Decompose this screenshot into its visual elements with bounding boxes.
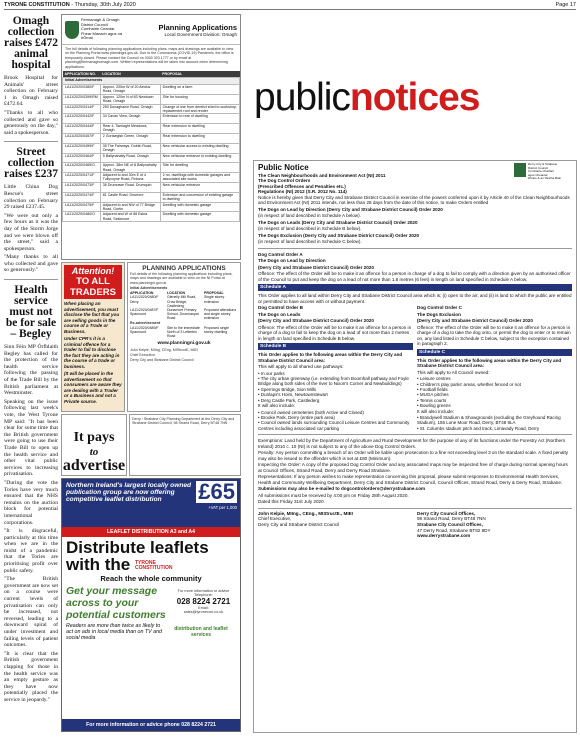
contact-text: Derry / Strabane City Planning Department at the Derry City and Strabane District Council, 98 Strand Road, Derry BT48 7NN	[132, 417, 235, 426]
table-row	[63, 212, 240, 222]
app-proposal: New vehicular access to existing dwelling	[160, 143, 239, 153]
order-scope: (in respect of land described in Schedule A below).	[258, 213, 361, 219]
section-row	[63, 78, 240, 85]
council-website-link[interactable]: www.derrystrabane.com	[417, 533, 471, 539]
table-row	[63, 114, 240, 124]
box-title: PLANNING APPLICATIONS	[142, 265, 226, 272]
leaflet-footer: For more information or advice phone 028 8224 2721	[62, 719, 240, 731]
story-headline: Omagh collection raises £472 animal hospital	[4, 15, 58, 71]
order-name: The Dogs on Leads (Derry City and Strabane District Council) Order 2020	[258, 219, 418, 225]
app-proposal: Change of use from derelict shed to workshop, replacement roof and render	[160, 104, 239, 114]
reach-line: Reach the whole community	[100, 574, 202, 583]
distribute-line: with the	[66, 555, 131, 574]
order-heading: (Derry City and Strabane District Council) Order 2020	[258, 264, 374, 270]
planning-table	[62, 71, 240, 222]
ad-line: publication group are now offering	[66, 489, 175, 496]
app-location: 34 Cavan View, Omagh	[100, 114, 160, 124]
box-intro: Full details of the following planning applications including plans, maps and drawings are available to view on the NI Portal at www.planningni.gov.uk	[130, 272, 233, 285]
app-proposal: Rear extension to dwelling	[160, 124, 239, 134]
notice-act: (Prescribed Offences and Penalties etc.)	[258, 183, 346, 189]
list-item: • Brooke Park, Derry (entire park area)	[258, 414, 335, 420]
order-heading: Dog Control Order C	[417, 305, 462, 311]
signature: John Kelpie, MIIng, CEng, MIStructE, MIEI	[130, 347, 198, 352]
order-heading: Dog Control Order B	[258, 305, 303, 311]
app-proposal: Dwelling with domestic garage	[160, 212, 239, 222]
app-number: LA11/2020/0464/F	[63, 153, 101, 163]
app-proposal: New vehicular entrance to existing dwelling	[160, 153, 239, 163]
schedule-text: This Order applies to the following areas within the Derry City and Strabane District Council area:	[417, 357, 562, 369]
column-header: APPLICATION NO.	[63, 71, 101, 78]
app-proposal: Dwelling on a farm	[160, 85, 239, 95]
order-name: The Dogs Exclusion (Derry City and Strabane District Council) Order 2020	[258, 232, 420, 238]
notice-paragraph: Exemptions: Land held by the Department of Agriculture and Rural Development for the purpose of any of its functions under the Forestry Act (Northern Ireland) 2010 c. 10 (NI) is not subject to any of the above Dog Control Orders.	[258, 438, 566, 449]
contact-label: For more information or advice	[177, 589, 230, 593]
schedule-list	[417, 376, 572, 408]
app-proposal: Dwelling with domestic garage	[160, 202, 239, 212]
app-location: 2 Gortaegish Green, Omagh	[100, 134, 160, 144]
list-item: • Bowling greens	[417, 403, 451, 409]
order-heading: The Dogs Exclusion	[417, 311, 461, 317]
app-row	[130, 295, 238, 308]
schedule-bar: Schedule B	[258, 343, 413, 350]
list-item: • Sperrings Bridge, Sion Mills	[258, 386, 317, 392]
app-location: 81 Castle Road, Dromore	[100, 192, 160, 202]
address: 47 Derry Road, Strabane BT82 8DY	[417, 527, 491, 533]
column-header: LOCATION	[100, 71, 160, 78]
ad-text: It pays	[73, 430, 115, 445]
app-location: Glenelly Mill Road, Crow Bridge, Castlederg	[167, 295, 197, 308]
table-row	[63, 202, 240, 212]
news-column	[4, 14, 58, 733]
distribution-logo: distribution and leaflet services	[174, 626, 228, 639]
ad-line: Northern Ireland's largest locally owned	[66, 482, 192, 489]
divider	[4, 141, 58, 142]
address: Derry City Council Offices,	[417, 510, 476, 516]
list-item: • St. Columbs stadium pitch and track, Limavady Road, Derry	[417, 425, 540, 431]
schedule-text: This will apply to All Council owned:	[417, 369, 490, 375]
logo-text: Derry City & Strabane	[528, 162, 558, 166]
app-location: Rear 4, Tamlaght Meadows, Omagh	[100, 124, 160, 134]
attention-paragraph: Under CPR's it is a criminal offence for a trader to fail to disclose the fact they are acting in the course of a trade or business.	[64, 336, 120, 369]
signature: Chief Executive,	[258, 516, 292, 522]
address: 98 Strand Road, Derry BT48 7NN	[417, 516, 486, 522]
list-item: • Tennis courts	[417, 397, 447, 403]
attention-paragraph: (It will be placed in the advertisement so that consumers are aware they are dealing with a Trader or a Business and not a Private source.	[64, 371, 122, 404]
logo-text: Dhoire & an tSratha Báin	[528, 176, 562, 181]
column-header: LOCATION	[167, 291, 186, 296]
app-location: Dunamore Primary School, Drumnaspar Road	[167, 308, 199, 321]
app-location: Adjacent to and 30m E of 4 Tullyvoyne Road, Fintona	[100, 173, 160, 183]
signature: Derry City and Strabane District Council	[258, 521, 340, 527]
schedule-text: It will also include:	[258, 403, 296, 409]
story-headline: Street collection raises £237	[4, 146, 58, 181]
order-text: Offence: The effect of the Order will be to make it an offence for a person in charge of a dog to fail to comply with a direction given by an authorised officer of the Council to put and keep the dog on a lead of not more than 1.8 metres (6 feet) in length on land specified in Schedule A below.	[258, 271, 571, 282]
app-proposal: Proposed single storey dwelling	[204, 325, 230, 335]
logo-text: District Council	[528, 165, 549, 170]
contact-block	[171, 585, 236, 621]
box-subheading: Re-advertisement	[130, 320, 161, 325]
schedule-text: This will apply to all shared use pathways:	[258, 364, 344, 370]
attention-heading: Attention!	[71, 266, 115, 276]
planning-title: Planning Applications	[158, 22, 237, 32]
section-title-part: public	[254, 76, 350, 119]
table-row	[63, 183, 240, 193]
app-number: LA11/2020/0457/F	[63, 134, 101, 144]
planning-website-link[interactable]: www.planningni.gov.uk	[157, 340, 211, 346]
app-number: LA11/2020/0487/F Spamount	[130, 308, 159, 317]
app-location: Approx. 38m NE of 8 Ballynahatty Road, Omagh	[100, 163, 160, 173]
table-row	[63, 173, 240, 183]
schedule-list	[417, 415, 572, 431]
app-location: Site to the immediate North of 3 Letterbin Road	[167, 325, 200, 339]
app-proposal: Extension and conversion of existing garage to dwelling	[160, 192, 239, 202]
schedule-list	[258, 371, 413, 403]
leaflet-bar: LEAFLET DISTRIBUTION A3 and A4	[62, 527, 240, 537]
column-header: PROPOSAL	[160, 71, 239, 78]
distribute-heading	[62, 537, 240, 573]
column-header: PROPOSAL	[204, 291, 224, 296]
table-row	[63, 124, 240, 134]
list-item: • Football fields	[417, 386, 448, 392]
app-location: 36 Drumrawn Road, Drumquin	[100, 183, 160, 193]
story-paragraph: "It is clear that the British government clapping for those in the health service was an empty gesture as they have now potentially placed the service in jeopardy."	[4, 650, 58, 703]
council-logo	[65, 18, 135, 41]
notice-paragraph: Penalty: Any person committing a breach of an Order will be liable upon prosecution to a fine not exceeding level 3 on the standard scale. A fixed penalty may also be issued to the offender which is set at £80 (Minimum).	[258, 450, 569, 461]
it-pays-ad	[61, 414, 127, 476]
notice-email[interactable]: Submissions may also be e-mailed to dogcontrolorders@derrystrabane.com	[258, 486, 426, 492]
list-item: • Dunlaps's Hoim, Newtownstewart	[258, 392, 328, 398]
app-number: LA11/2020/0473/F	[63, 183, 101, 193]
contact-label: Email:	[198, 606, 209, 610]
divider	[4, 279, 58, 280]
app-proposal: Single storey extension	[204, 295, 225, 304]
table-row	[63, 143, 240, 153]
app-number: LA11/2020/0442/F	[63, 114, 101, 124]
council-name: Fermanagh & Omagh	[80, 17, 120, 23]
story-paragraph: "It is disgraceful, particularly at this time when we are in the midst of a pandemic that the Tories are prioritising profit over public safety.	[4, 528, 58, 574]
app-location: 35 The Fairways, Dublin Road, Omagh	[100, 143, 160, 153]
story-headline: Health service must not be for sale – Begley	[5, 284, 57, 341]
list-item: • Council owned lands surrounding Council Leisure Centres and Community Centres including associated car parking	[258, 420, 410, 431]
section-title-part: notices	[349, 76, 480, 119]
signature: Chief Executive	[130, 352, 155, 357]
app-row	[130, 326, 238, 339]
app-number: LA11/2020/0444/F	[63, 124, 101, 134]
story-street	[4, 147, 58, 274]
app-number: LA11/2020/0475/F	[63, 202, 101, 212]
schedule-text: This Order applies to all land within Derry City and Strabane District Council area which is; (i) open to the air; and (ii) is land to which the public are entitled or permitted to have access with or without payment.	[258, 293, 572, 304]
notice-act: The Dog Control Orders	[258, 178, 311, 184]
section-title	[254, 78, 479, 118]
section-label: Initial Advertisements	[63, 78, 240, 85]
box-subheading: Initial Advertisements	[130, 285, 168, 290]
issue-date: Thursday, 30th July 2020	[74, 1, 136, 8]
planning-applications-box	[61, 14, 241, 260]
story-paragraph: "During the vote the Tories have very much ensured that the NHS remains on the auction block for potential international corporations.	[4, 479, 58, 526]
app-proposal: 2 no. dwellings with domestic garages and associated site works	[160, 173, 239, 183]
app-proposal: Proposed alterations and single storey extension	[204, 308, 237, 321]
table-row	[63, 153, 240, 163]
council-name: Fhear Manach agus na hÓmaí	[80, 30, 123, 41]
order-heading: The Dogs on Lead by Direction	[258, 258, 326, 264]
story-health	[4, 285, 58, 703]
phone-number[interactable]: 028 8224 2721	[176, 597, 231, 606]
app-number: LA11/2020/0480/F Derry	[130, 295, 159, 304]
paper-name: TYRONE CONSTITUTION	[4, 1, 70, 8]
story-paragraph: "We were out only a few hours as it was the day of the Storm Jorge and we were blown off the street," said a spokesperson.	[4, 212, 58, 252]
app-number: LA11/2020/0471/F	[63, 173, 101, 183]
attention-paragraph: When placing an advertisement, you must disclose the fact that you are selling goods in the course of a Trade or Business.	[64, 301, 120, 334]
schedule-text: This Order applies to the following areas within the Derry City and Strabane District Council area:	[258, 352, 403, 363]
schedule-bar: Schedule C	[417, 349, 572, 356]
app-number: LA11/2020/0380/F	[63, 85, 101, 95]
app-location: Approx. 120m N of 83 Newtown Road, Omagh	[100, 94, 160, 104]
app-number: LA11/2020/0465/O	[63, 163, 101, 173]
order-heading: (Derry City and Strabane District Council) Order 2020	[417, 318, 533, 324]
planning-intro: The full details of following planning applications including plans, maps and drawings are available to view on the Planning Portal www.planningni.gov.uk. Due to the Coronavirus (COVID-19) Pandemic, the office is temporarily closed. Please contact the Council on 0300 303 1777 or by email at planning@fermanaghomagh.com. Written representations will be taken into account when determining applications.	[65, 47, 234, 69]
traders-notice	[61, 262, 125, 412]
app-row	[130, 308, 238, 321]
ad-text: to	[89, 446, 99, 458]
ad-text: advertise	[62, 457, 126, 474]
app-number: LA11/2020/0480/O	[63, 212, 101, 222]
table-row	[63, 85, 240, 95]
list-item: • MUGA pitches	[417, 392, 449, 398]
story-paragraph: "The British government are now set on a course were current levels of privatisation can only be increased, not reversed, leading to a downward spiral of under investment and failing levels of patient outcomes.	[4, 576, 58, 649]
schedule-bar: Schedule A	[258, 284, 572, 291]
attention-subheading: TO ALL TRADERS	[70, 276, 116, 298]
notice-act: Regulations (NI) 2012 (S.R. 2012 No. 114)	[258, 189, 347, 195]
table-row	[63, 134, 240, 144]
app-number: LA11/2020/0414/F	[63, 104, 101, 114]
table-row	[63, 104, 240, 114]
council-crest-icon	[514, 163, 526, 177]
public-notice	[253, 160, 577, 733]
story-paragraph: Brook Hospital for Animals' street collection on February 1 in Omagh raised £472.64.	[4, 75, 58, 108]
signature: John Kelpie, MIIng., CEng., MIStructE., MIEI	[258, 510, 353, 516]
schedule-text: It will also include:	[417, 408, 455, 414]
notice-act: The Clean Neighbourhoods and Environment Act (NI) 2011	[258, 173, 386, 178]
order-heading: (Derry City and Strabane District Council) Order 2020	[258, 318, 374, 324]
app-number: LA11/2020/0399/RM	[63, 94, 101, 104]
story-paragraph: Little China Dog Rescue's street collection on February 29 raised £237.45.	[4, 184, 58, 211]
list-item: • Brandywell Stadium & Showgrounds (excluding the Greyhound Racing Stadium), 155 Lone Moor Road, Derry, BT48 9LA	[417, 415, 561, 426]
notice-paragraph: Dated this Friday 31st July 2020	[258, 499, 324, 505]
app-location: 250 Donaghanie Road, Omagh	[100, 104, 160, 114]
contact-label: Telephone:	[194, 593, 213, 597]
story-paragraph: Speaking on the issue following last week's vote, the West Tyrone MP said: "It has been clear for some time that the British government were going to use their Trade Bill to open up the health service and other vital public services to increasing privatisation.	[4, 398, 58, 478]
tyrone-constitution-logo	[135, 561, 173, 571]
table-row	[63, 94, 240, 104]
story-omagh	[4, 16, 58, 136]
table-row	[63, 192, 240, 202]
council-name: Comhairle Ceantar	[80, 26, 115, 32]
schedule-list	[258, 410, 413, 432]
list-item: • Leisure centres	[417, 376, 451, 382]
app-number: LA11/2020/0459/F	[63, 143, 101, 153]
list-item: • Council owned cemeteries (both Active and Closed)	[258, 409, 364, 415]
app-location: Approx. 200m W of 20 Aeolus Road, Omagh	[100, 85, 160, 95]
leaflet-distribution-ad	[61, 478, 241, 732]
notice-title: Public Notice	[258, 163, 309, 172]
story-paragraph: "Many thanks to all who collected and gave so generously."	[4, 254, 58, 274]
notice-paragraph: All submissions must be received by 4:00 pm on Friday 28th August 2020.	[258, 492, 409, 498]
app-proposal: Rear extension to dwelling	[160, 134, 239, 144]
signature: Derry City and Strabane District Council	[130, 358, 194, 363]
council-name: District Council	[80, 21, 108, 27]
notice-paragraph: Representations: If any person wishes to make representation concerning this proposal, please submit responses to Environmental Health Services, Health and Community Wellbeing Department, Derry City and Strabane District Council, Council Offices, Strand Road, Derry & Derry Road, Strabane.	[258, 474, 563, 485]
app-location: Adjacent to and NW of 77 Bridge Road, Gortin	[100, 202, 160, 212]
council-crest-icon	[65, 21, 79, 39]
app-proposal: New vehicular entrance	[160, 183, 239, 193]
list-item: • Children's play parks' areas, whether fenced or not	[417, 381, 521, 387]
app-proposal: Site for housing	[160, 94, 239, 104]
app-number: LA11/2020/0489/F Spamount	[130, 325, 159, 335]
derry-council-logo	[514, 163, 572, 195]
app-proposal: Extension to rear of dwelling	[160, 114, 239, 124]
notice-paragraph: Inspecting the Order: A copy of the proposed Dog Control Order and any associated maps may be inspected free of charge during normal opening hours at Council Offices, Strand Road, Derry and Derry Road Strabane.	[258, 462, 568, 473]
app-location: 5 Ballynahatty Road, Omagh	[100, 153, 160, 163]
readers-text: Readers are more than twice as likely to act on ads in local media than on TV and social media	[66, 623, 162, 642]
email-address[interactable]: sales@tyronecon.co.uk	[183, 610, 224, 614]
order-text: Offence: The effect of the Order will be to make it an offence for a person in charge of a dog to fail to keep the dog on a lead of not more than 2 metres in length on land specified in Schedule B below.	[258, 324, 412, 341]
planning-contact-box	[129, 414, 241, 476]
story-paragraph: Sinn Féin MP Órfhlaith Begley has called for the protection of the health service following the passing of the Trade Bill by the British parliament at Westminster.	[4, 344, 58, 397]
address: Strabane City Council Offices,	[417, 521, 483, 527]
app-location: Adjacent and W of 88 Eskra Road, Seskinore	[100, 212, 160, 222]
logo-text: TYRONE	[134, 559, 156, 566]
ad-line: competitive leaflet distribution	[66, 496, 162, 503]
page-number: Page 17	[555, 1, 576, 8]
order-scope: (in respect of land described in Schedule C below).	[258, 239, 362, 245]
app-number: LA11/2020/0474/F	[63, 192, 101, 202]
order-text: Offence: The effect of the Order will be to make it an offence for a person in charge of a dog to take the dog onto, or permit the dog to enter or to remain on, any land listed in Schedule C below, subject to the exception contained in paragraph 2.	[417, 324, 571, 347]
order-scope: (in respect of land described in Schedule B below).	[258, 226, 362, 232]
logo-text: CONSTITUTION	[134, 564, 173, 571]
list-item: • Derg Castle Park, Castlederg	[258, 397, 320, 403]
price-badge: £65	[198, 479, 235, 504]
logo-text: agus Cheantar	[528, 172, 548, 177]
order-name: The Dogs on Lead by Direction (Derry City and Strabane District Council) Order 2020	[258, 206, 443, 212]
vat-note: +VAT per 1,000	[208, 505, 237, 510]
planning-subtitle: Local Government Division: Omagh	[164, 31, 237, 37]
page-header: TYRONE CONSTITUTION - Thursday, 30th July 2020 Page 17	[4, 0, 576, 10]
column-header: APPLICATION	[130, 291, 154, 296]
message-text: Get your message across to your potential customers	[66, 585, 166, 621]
order-heading: Dog Control Order A	[258, 251, 303, 257]
story-paragraph: "Thanks to all who collected and gave so generously on the day," said a spokesperson.	[4, 109, 58, 136]
notice-intro: Notice is hereby given that Derry City and Strabane District Council in exercise of the powers conferred upon it by Article 40 of the Clean Neighbourhoods and Environment Act (NI) 2011 intends, not less than 28 days from the date of this notice, to make Orders entitled	[258, 194, 570, 206]
order-heading: The Dogs on Leads	[258, 311, 301, 317]
table-row	[63, 163, 240, 173]
app-proposal: Site for dwelling	[160, 163, 239, 173]
logo-text: Comhairle Chathair	[528, 169, 554, 174]
list-item: • The city urban greenway (i.e. extending from Boomhall pathway and Foyle Bridge along both sides of the river to Nixon's Corner and Newbuildings)	[258, 376, 409, 387]
list-item: • In our parks	[258, 370, 285, 376]
derry-planning-box	[127, 262, 241, 412]
distribute-line: Distribute leaflets	[66, 538, 209, 557]
